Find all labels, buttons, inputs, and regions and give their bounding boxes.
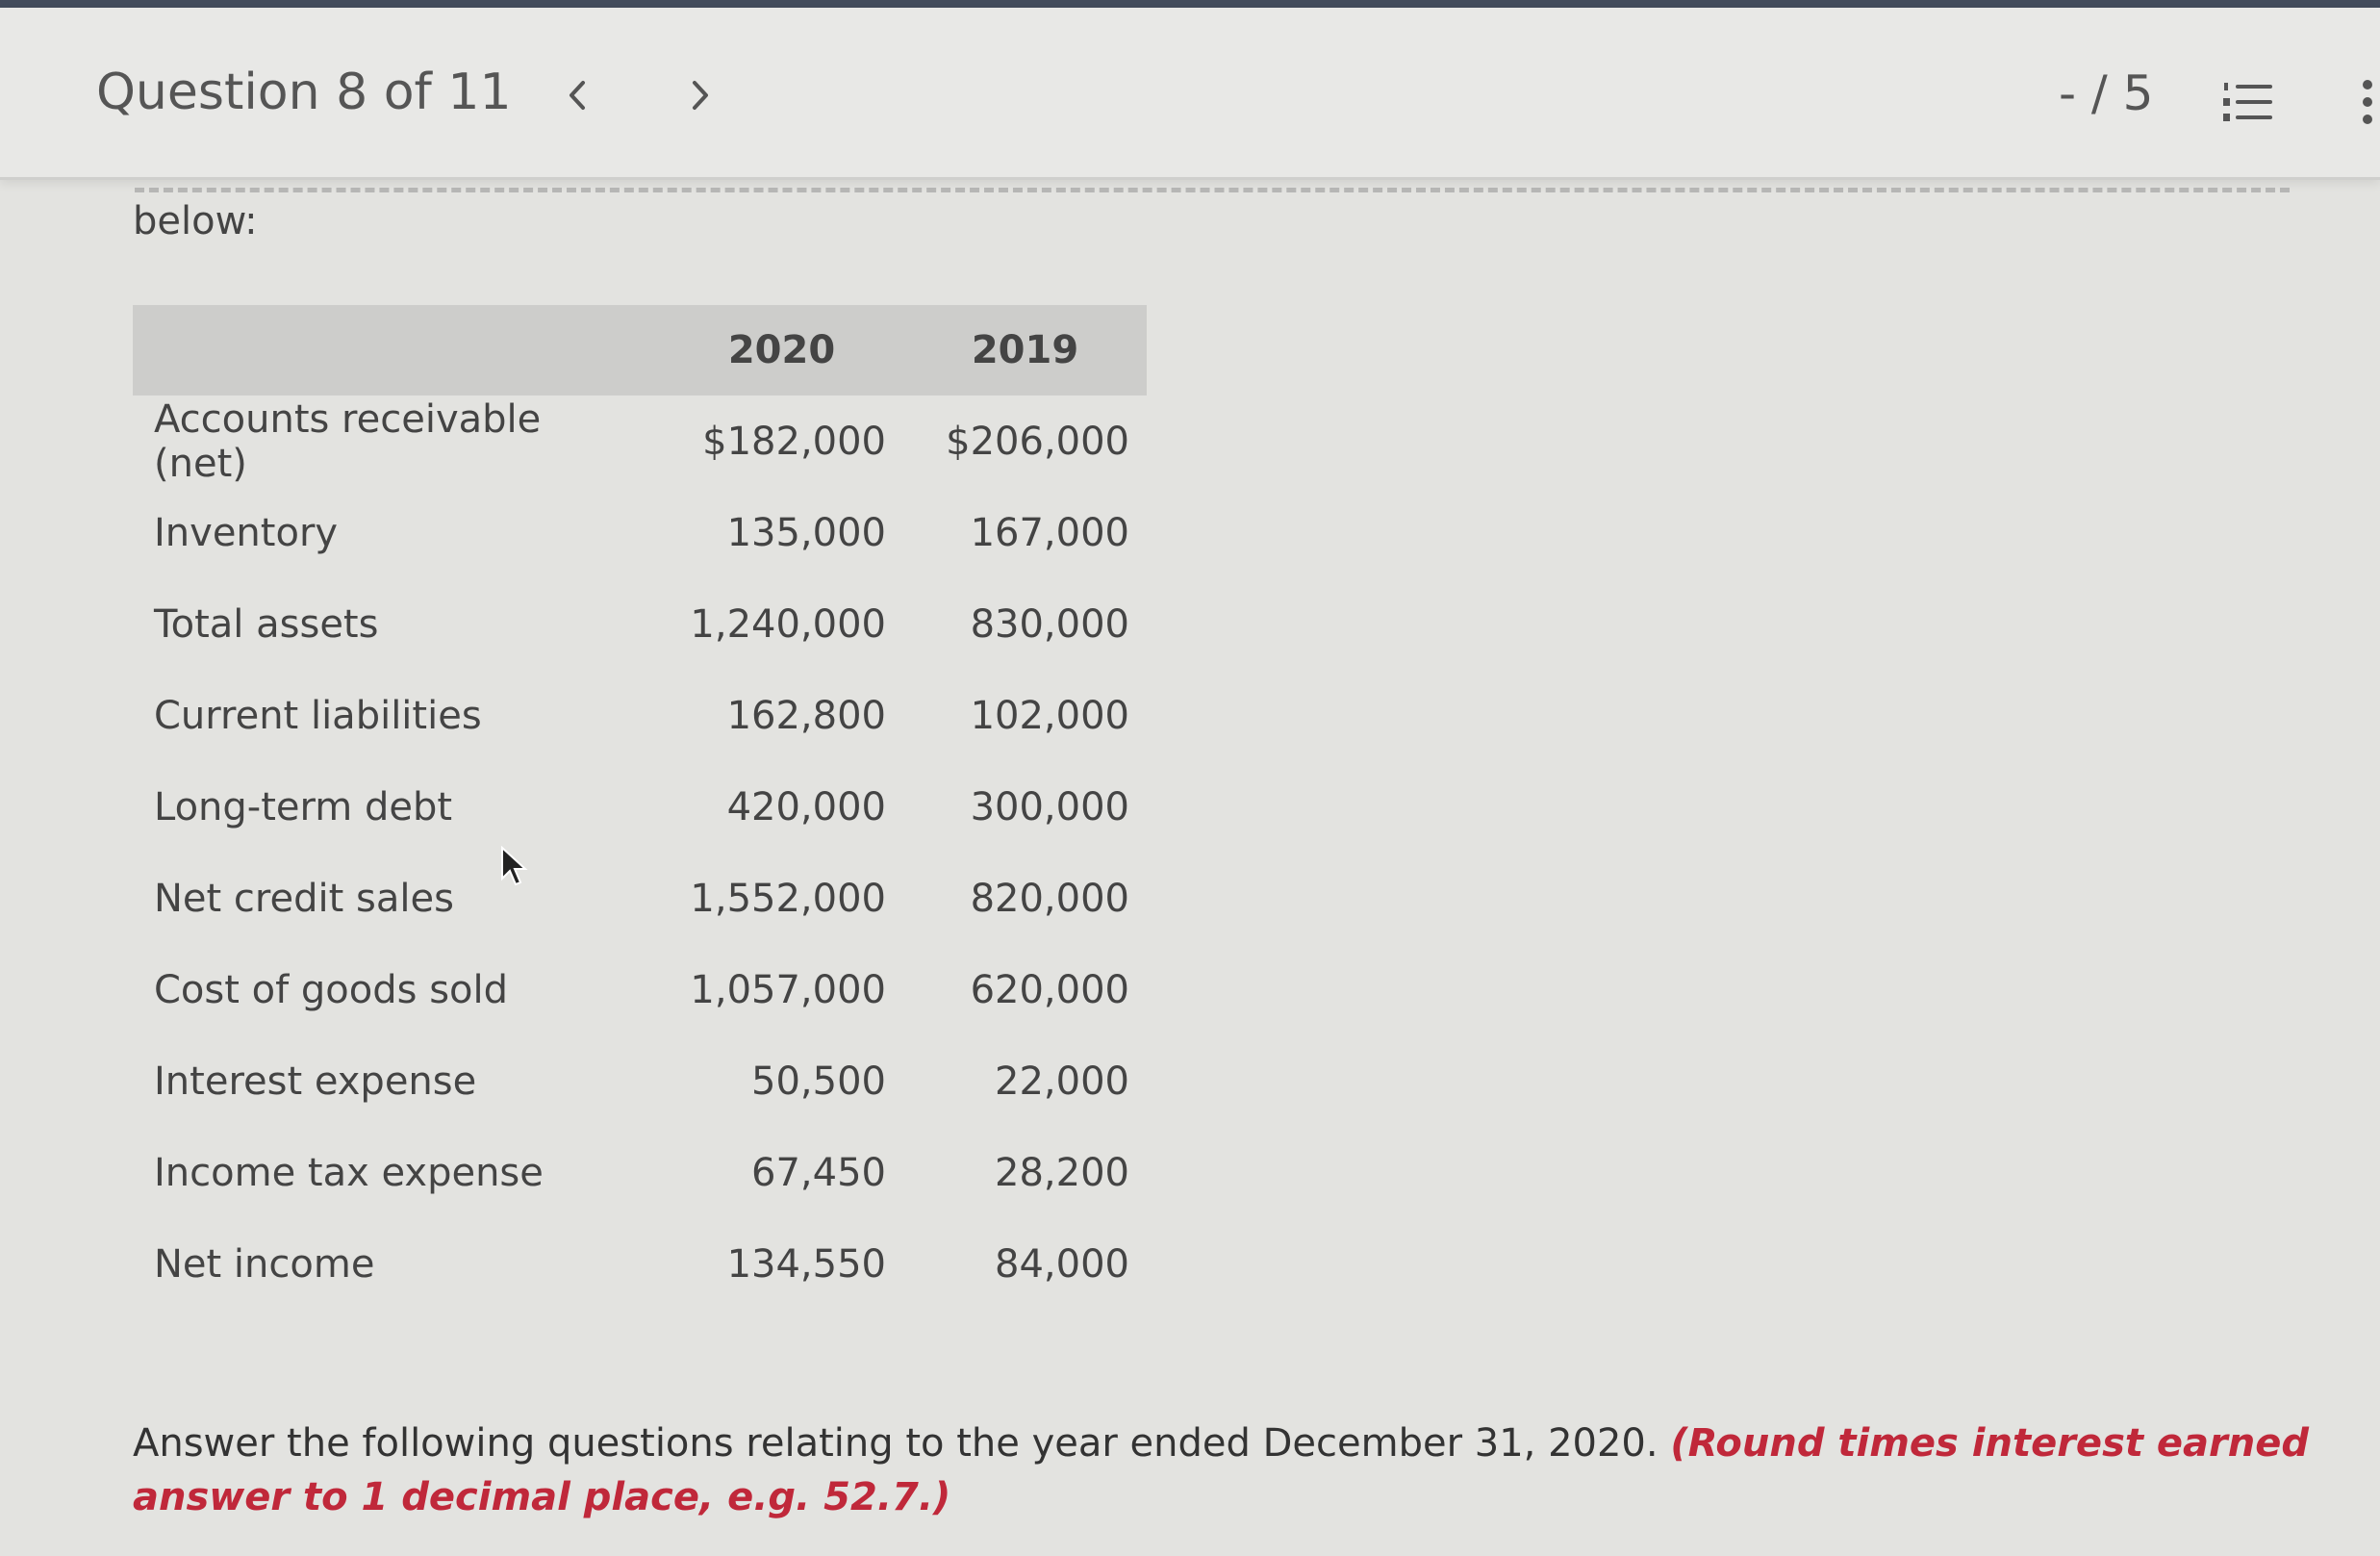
value-2020: 1,057,000 — [690, 967, 886, 1012]
table-row — [133, 1035, 1147, 1127]
value-2020: 134,550 — [726, 1241, 886, 1287]
scrolled-text-edge — [135, 180, 2290, 192]
value-2019: 300,000 — [970, 784, 1129, 829]
chevron-left-icon — [556, 73, 600, 117]
value-2020: 67,450 — [751, 1150, 886, 1195]
table-header-label — [133, 305, 660, 395]
table-row — [133, 395, 1147, 487]
value-2019: 22,000 — [995, 1059, 1129, 1104]
table-header-2020: 2020 — [660, 305, 903, 395]
answer-instructions — [133, 1416, 2365, 1524]
value-2019: 167,000 — [970, 510, 1129, 555]
question-header — [0, 8, 2380, 180]
row-label: Inventory — [154, 510, 339, 555]
value-2020: 135,000 — [726, 510, 886, 555]
table-row — [133, 761, 1147, 853]
rounding-note: (Round times interest earned answer to 1 decimal place, e.g. 52.7.) — [133, 1421, 2310, 1519]
table-row — [133, 1127, 1147, 1218]
next-question-button[interactable] — [677, 73, 722, 117]
score-display: - / 5 — [2059, 65, 2154, 121]
value-2020: 162,800 — [726, 693, 886, 738]
value-2019: 820,000 — [970, 876, 1129, 921]
value-2019: 830,000 — [970, 601, 1129, 647]
row-label: Accounts receivable (net) — [154, 396, 542, 486]
previous-question-button[interactable] — [556, 73, 600, 117]
question-label: Question 8 of 11 — [96, 64, 512, 121]
table-row — [133, 1218, 1147, 1310]
value-2020: 1,552,000 — [690, 876, 886, 921]
value-2020: $182,000 — [702, 419, 886, 464]
answer-text: Answer the following questions relating to the year ended December 31, 2020. — [133, 1421, 1658, 1466]
table-row — [133, 944, 1147, 1035]
row-label: Net credit sales — [154, 876, 454, 921]
table-row — [133, 578, 1147, 670]
value-2020: 50,500 — [751, 1059, 886, 1104]
row-label: Cost of goods sold — [154, 967, 509, 1012]
row-label: Interest expense — [154, 1059, 477, 1104]
mouse-pointer-icon — [500, 846, 529, 888]
financial-data-table — [133, 305, 1147, 1310]
table-row — [133, 487, 1147, 578]
table-row — [133, 670, 1147, 761]
row-label: Long-term debt — [154, 784, 453, 829]
more-options-button[interactable] — [2355, 77, 2380, 127]
table-header-row — [133, 305, 1147, 395]
row-label: Current liabilities — [154, 693, 482, 738]
value-2020: 1,240,000 — [690, 601, 886, 647]
table-header-2019: 2019 — [903, 305, 1147, 395]
row-label: Total assets — [154, 601, 379, 647]
question-content — [0, 180, 2380, 1556]
value-2019: $206,000 — [946, 419, 1129, 464]
value-2019: 28,200 — [995, 1150, 1129, 1195]
value-2019: 84,000 — [995, 1241, 1129, 1287]
more-vertical-icon — [2355, 77, 2380, 127]
value-2019: 102,000 — [970, 693, 1129, 738]
value-2020: 420,000 — [726, 784, 886, 829]
row-label: Income tax expense — [154, 1150, 544, 1195]
table-row — [133, 853, 1147, 944]
numbered-list-icon — [2220, 79, 2274, 125]
question-list-button[interactable] — [2220, 79, 2274, 125]
chevron-right-icon — [677, 73, 722, 117]
top-band — [0, 0, 2380, 8]
value-2019: 620,000 — [970, 967, 1129, 1012]
intro-text: below: — [133, 199, 258, 243]
row-label: Net income — [154, 1241, 375, 1287]
